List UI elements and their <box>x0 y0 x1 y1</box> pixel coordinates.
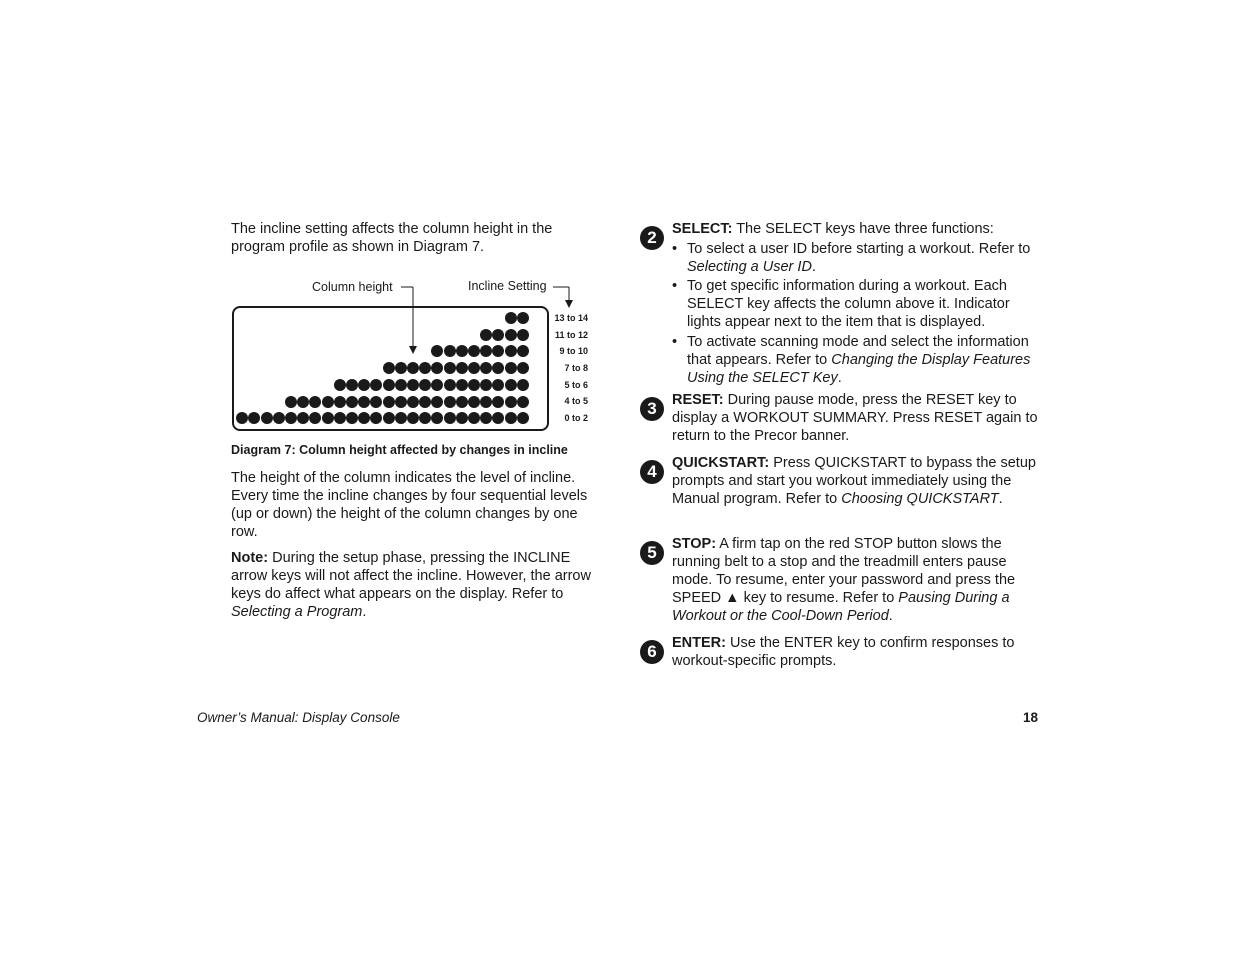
select-text: The SELECT keys have three functions: <box>732 221 994 237</box>
intro-paragraph: The incline setting affects the column height in the program profile as shown in Diagram 7. <box>231 221 553 255</box>
indicator-dot <box>358 412 370 424</box>
level-label: 0 to 2 <box>564 413 588 423</box>
indicator-dot <box>370 396 382 408</box>
stop-reference: Pausing During a Workout or the Cool-Down Period <box>672 590 1010 624</box>
indicator-dot <box>492 345 504 357</box>
indicator-dot <box>456 396 468 408</box>
indicator-dot <box>370 412 382 424</box>
step-2-icon: 2 <box>640 226 664 250</box>
indicator-dot <box>261 412 273 424</box>
indicator-dot <box>480 396 492 408</box>
step-6-icon: 6 <box>640 640 664 664</box>
level-label: 11 to 12 <box>554 330 588 340</box>
stop-text: A firm tap on the red STOP button slows the running belt to a stop and the treadmill enters pause mode. To resume, enter your password and press the SPEED ▲ key to resume. Refer to <box>672 536 1016 606</box>
stop-paragraph <box>672 535 1040 625</box>
indicator-dot <box>505 412 517 424</box>
indicator-dot <box>517 396 529 408</box>
indicator-dot <box>236 412 248 424</box>
enter-text: Use the ENTER key to confirm responses to workout-specific prompts. <box>672 635 1015 669</box>
quickstart-text: Press QUICKSTART to bypass the setup prompts and start you workout immediately using the Manual program. Refer to <box>672 455 1036 507</box>
indicator-dot <box>407 362 419 374</box>
indicator-dot <box>395 379 407 391</box>
bullet-end: . <box>811 259 816 275</box>
level-label: 13 to 14 <box>554 313 588 323</box>
indicator-dot <box>431 396 443 408</box>
enter-label: ENTER: <box>672 635 726 651</box>
quickstart-reference: Choosing QUICKSTART <box>841 491 999 507</box>
page-number: 18 <box>1022 710 1038 725</box>
stop-label: STOP: <box>672 536 717 552</box>
indicator-dot <box>505 379 517 391</box>
indicator-dot <box>517 362 529 374</box>
note-end: . <box>362 604 367 620</box>
indicator-dot <box>407 379 419 391</box>
bullet-text: To activate scanning mode and select the information that appears. Refer to <box>687 334 1029 368</box>
indicator-dot <box>395 396 407 408</box>
indicator-dot <box>383 362 395 374</box>
step-5-icon: 5 <box>640 541 664 565</box>
indicator-dot <box>285 412 297 424</box>
indicator-dot <box>346 396 358 408</box>
indicator-dot <box>480 379 492 391</box>
indicator-dot <box>358 396 370 408</box>
indicator-dot <box>492 412 504 424</box>
dot-row <box>480 329 529 342</box>
indicator-dot <box>444 345 456 357</box>
indicator-dot <box>492 379 504 391</box>
bullet-text: To get specific information during a workout. Each SELECT key affects the column above it. Indicator lights appear next to the item that is displayed. <box>687 278 1010 330</box>
reset-text: During pause mode, press the RESET key to display a WORKOUT SUMMARY. Press RESET again to return to the Precor banner. <box>672 392 1038 444</box>
indicator-dot <box>273 412 285 424</box>
indicator-dot <box>370 379 382 391</box>
indicator-dot <box>456 412 468 424</box>
level-label: 5 to 6 <box>564 380 588 390</box>
indicator-dot <box>517 379 529 391</box>
indicator-dot <box>322 396 334 408</box>
indicator-dot <box>492 396 504 408</box>
indicator-dot <box>505 329 517 341</box>
indicator-dot <box>505 312 517 324</box>
indicator-dot <box>505 396 517 408</box>
dot-row <box>334 379 529 392</box>
level-label: 9 to 10 <box>559 346 588 356</box>
indicator-dot <box>480 345 492 357</box>
select-heading <box>672 220 1040 238</box>
indicator-dot <box>468 412 480 424</box>
indicator-dot <box>334 379 346 391</box>
indicator-dot <box>395 362 407 374</box>
indicator-dot <box>456 379 468 391</box>
level-label: 4 to 5 <box>564 396 588 406</box>
stop-end: . <box>888 608 893 624</box>
indicator-dot <box>383 379 395 391</box>
indicator-dot <box>492 329 504 341</box>
indicator-dot <box>309 396 321 408</box>
note-reference: Selecting a Program <box>231 604 363 620</box>
indicator-dot <box>431 379 443 391</box>
indicator-dot <box>492 362 504 374</box>
indicator-dot <box>346 412 358 424</box>
reset-label: RESET: <box>672 392 724 408</box>
indicator-dot <box>322 412 334 424</box>
indicator-dot <box>456 345 468 357</box>
indicator-dot <box>334 396 346 408</box>
indicator-dot <box>419 396 431 408</box>
dot-row <box>236 412 529 425</box>
indicator-dot <box>297 412 309 424</box>
indicator-dot <box>297 396 309 408</box>
indicator-dot <box>334 412 346 424</box>
column-height-paragraph: The height of the column indicates the level of incline. Every time the incline changes by four sequential levels (up or down) the height of the column changes by one row. <box>231 470 588 540</box>
bullet-reference: Changing the Display Features Using the SELECT Key <box>687 352 1031 386</box>
step-4-icon: 4 <box>640 460 664 484</box>
indicator-dot <box>419 362 431 374</box>
indicator-dot <box>419 412 431 424</box>
quickstart-paragraph <box>672 454 1040 508</box>
indicator-dot <box>419 379 431 391</box>
note-paragraph <box>231 549 596 621</box>
bullet-icon: • <box>672 241 678 257</box>
indicator-dot <box>505 362 517 374</box>
bullet-icon: • <box>672 278 678 294</box>
quickstart-label: QUICKSTART: <box>672 455 770 471</box>
indicator-dot <box>444 362 456 374</box>
indicator-dot <box>517 312 529 324</box>
note-text: During the setup phase, pressing the INCLINE arrow keys will not affect the incline. However, the arrow keys do affect what appears on the display. Refer to <box>231 550 591 602</box>
dot-row <box>505 312 529 325</box>
indicator-dot <box>358 379 370 391</box>
indicator-dot <box>383 412 395 424</box>
indicator-dot <box>517 412 529 424</box>
bullet-icon: • <box>672 334 678 350</box>
note-label: Note: <box>231 550 269 566</box>
indicator-dot <box>309 412 321 424</box>
indicator-dot <box>383 396 395 408</box>
indicator-dot <box>431 345 443 357</box>
indicator-dot <box>444 412 456 424</box>
indicator-dot <box>285 396 297 408</box>
indicator-dot <box>431 412 443 424</box>
indicator-dot <box>395 412 407 424</box>
indicator-dot <box>505 345 517 357</box>
enter-paragraph <box>672 634 1040 670</box>
indicator-dot <box>444 379 456 391</box>
dot-row <box>431 345 529 358</box>
indicator-dot <box>480 412 492 424</box>
incline-setting-callout: Incline Setting <box>468 279 547 293</box>
step-3-icon: 3 <box>640 397 664 421</box>
reset-paragraph <box>672 391 1040 445</box>
indicator-dot <box>346 379 358 391</box>
indicator-dot <box>468 379 480 391</box>
quickstart-end: . <box>998 491 1003 507</box>
bullet-text: To select a user ID before starting a workout. Refer to <box>687 241 1031 257</box>
indicator-dot <box>480 329 492 341</box>
indicator-dot <box>517 329 529 341</box>
indicator-dot <box>468 362 480 374</box>
indicator-dot <box>407 396 419 408</box>
diagram-caption: Diagram 7: Column height affected by changes in incline <box>231 443 568 457</box>
indicator-dot <box>444 396 456 408</box>
indicator-dot <box>456 362 468 374</box>
dot-row <box>383 362 529 375</box>
column-height-callout: Column height <box>312 280 393 294</box>
indicator-dot <box>248 412 260 424</box>
indicator-dot <box>480 362 492 374</box>
indicator-dot <box>431 362 443 374</box>
indicator-dot <box>517 345 529 357</box>
indicator-dot <box>468 345 480 357</box>
dot-row <box>285 396 529 409</box>
bullet-end: . <box>837 370 842 386</box>
bullet-reference: Selecting a User ID <box>687 259 812 275</box>
select-label: SELECT: <box>672 221 733 237</box>
footer-title: Owner’s Manual: Display Console <box>197 710 400 725</box>
indicator-dot <box>468 396 480 408</box>
indicator-dot <box>407 412 419 424</box>
level-label: 7 to 8 <box>564 363 588 373</box>
